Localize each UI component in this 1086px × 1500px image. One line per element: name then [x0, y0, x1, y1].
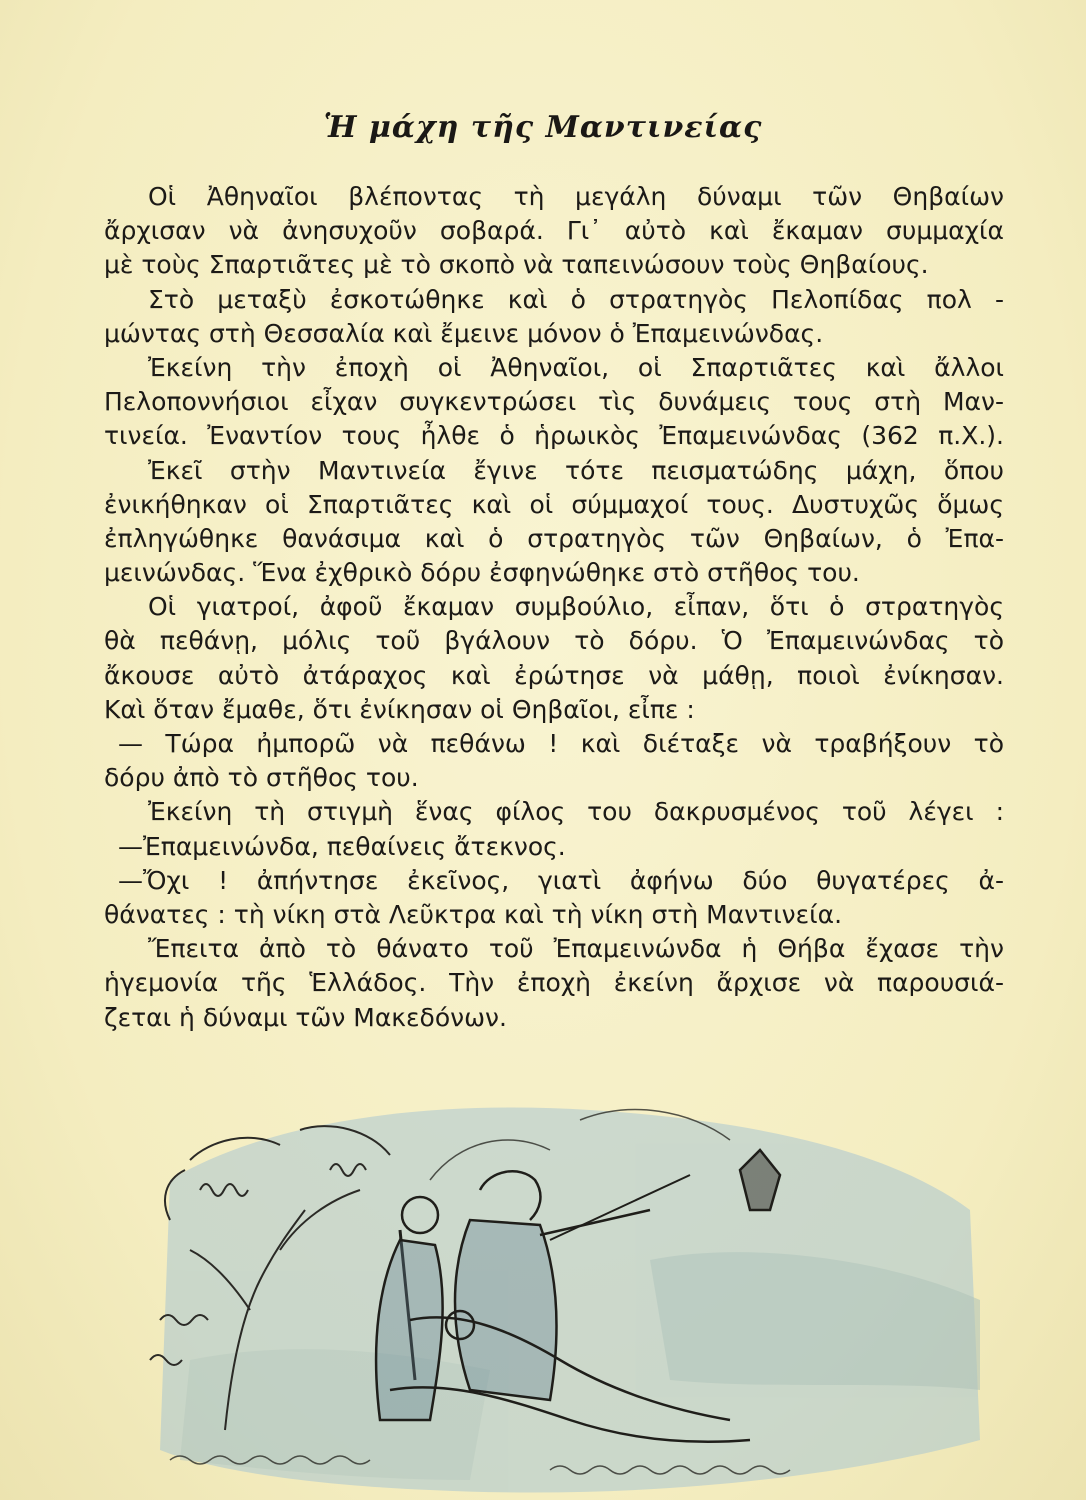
text-line: δόρυ ἀπὸ τὸ στῆθος του.: [104, 763, 419, 793]
text-line: μεινώνδας. Ἕνα ἐχθρικὸ δόρυ ἐσφηνώθηκε στὸ στῆθος του.: [104, 558, 860, 588]
battle-illustration: [130, 1060, 990, 1500]
text-line: μὲ τοὺς Σπαρτιᾶτες μὲ τὸ σκοπὸ νὰ ταπεινώσουν τοὺς Θηβαίους.: [104, 250, 929, 280]
text-line: Ἔπειτα ἀπὸ τὸ θάνατο τοῦ Ἐπαμεινώνδα ἡ Θήβα ἔχασε τὴν: [148, 934, 1004, 964]
page-title: Ἡ μάχη τῆς Μαντινείας: [323, 110, 763, 145]
text-line: Ἐκείνη τὴν ἐποχὴ οἱ Ἀθηναῖοι, οἱ Σπαρτιᾶτες καὶ ἄλλοι: [148, 352, 1004, 382]
text-line: — Τώρα ἠμπορῶ νὰ πεθάνω ! καὶ διέταξε νὰ τραβήξουν τὸ: [118, 729, 1004, 758]
blue-wash: [160, 1108, 980, 1493]
text-line: —Ἐπαμεινώνδα, πεθαίνεις ἄτεκνος.: [118, 831, 566, 861]
text-line: Πελοποννήσιοι εἶχαν συγκεντρώσει τὶς δυνάμεις τους στὴ Μαν-: [104, 387, 1004, 417]
text-line: ἄρχισαν νὰ ἀνησυχοῦν σοβαρά. Γι᾿ αὐτὸ καὶ ἔκαμαν συμμαχία: [104, 216, 1004, 246]
text-line: Ἐκεῖ στὴν Μαντινεία ἔγινε τότε πεισματώδης μάχη, ὅπου: [148, 455, 1004, 485]
body-text: [104, 180, 1004, 1035]
text-line: —Ὄχι ! ἀπήντησε ἐκεῖνος, γιατὶ ἀφήνω δύο θυγατέρες ἀ-: [118, 865, 1004, 895]
text-line: ζεται ἡ δύναμι τῶν Μακεδόνων.: [104, 1002, 507, 1032]
text-line: Ἐκείνη τὴ στιγμὴ ἕνας φίλος του δακρυσμένος τοῦ λέγει :: [148, 797, 1004, 827]
text-line: Καὶ ὅταν ἔμαθε, ὅτι ἐνίκησαν οἱ Θηβαῖοι, εἶπε :: [104, 694, 695, 724]
text-line: ἡγεμονία τῆς Ἑλλάδος. Τὴν ἐποχὴ ἐκείνη ἄρχισε νὰ παρουσιά-: [104, 968, 1004, 998]
text-line: τινεία. Ἐναντίον τους ἦλθε ὁ ἡρωικὸς Ἐπαμεινώνδας (362 π.Χ.).: [104, 421, 1004, 451]
text-line: μώντας στὴ Θεσσαλία καὶ ἔμεινε μόνον ὁ Ἐπαμεινώνδας.: [104, 318, 824, 348]
text-line: ἐπληγώθηκε θανάσιμα καὶ ὁ στρατηγὸς τῶν Θηβαίων, ὁ Ἐπα-: [104, 523, 1004, 553]
text-line: Στὸ μεταξὺ ἐσκοτώθηκε καὶ ὁ στρατηγὸς Πελοπίδας πολ -: [148, 284, 1004, 314]
text-line: ἄκουσε αὐτὸ ἀτάραχος καὶ ἐρώτησε νὰ μάθῃ, ποιοὶ ἐνίκησαν.: [104, 660, 1004, 690]
text-line: θάνατες : τὴ νίκη στὰ Λεῦκτρα καὶ τὴ νίκη στὴ Μαντινεία.: [104, 899, 843, 929]
text-line: Οἱ γιατροί, ἀφοῦ ἔκαμαν συμβούλιο, εἶπαν, ὅτι ὁ στρατηγὸς: [148, 592, 1004, 622]
text-line: Οἱ Ἀθηναῖοι βλέποντας τὴ μεγάλη δύναμι τῶν Θηβαίων: [148, 182, 1004, 211]
text-line: θὰ πεθάνῃ, μόλις τοῦ βγάλουν τὸ δόρυ. Ὁ Ἐπαμεινώνδας τὸ: [104, 626, 1004, 656]
text-line: ἐνικήθηκαν οἱ Σπαρτιᾶτες καὶ οἱ σύμμαχοί τους. Δυστυχῶς ὅμως: [104, 489, 1004, 519]
